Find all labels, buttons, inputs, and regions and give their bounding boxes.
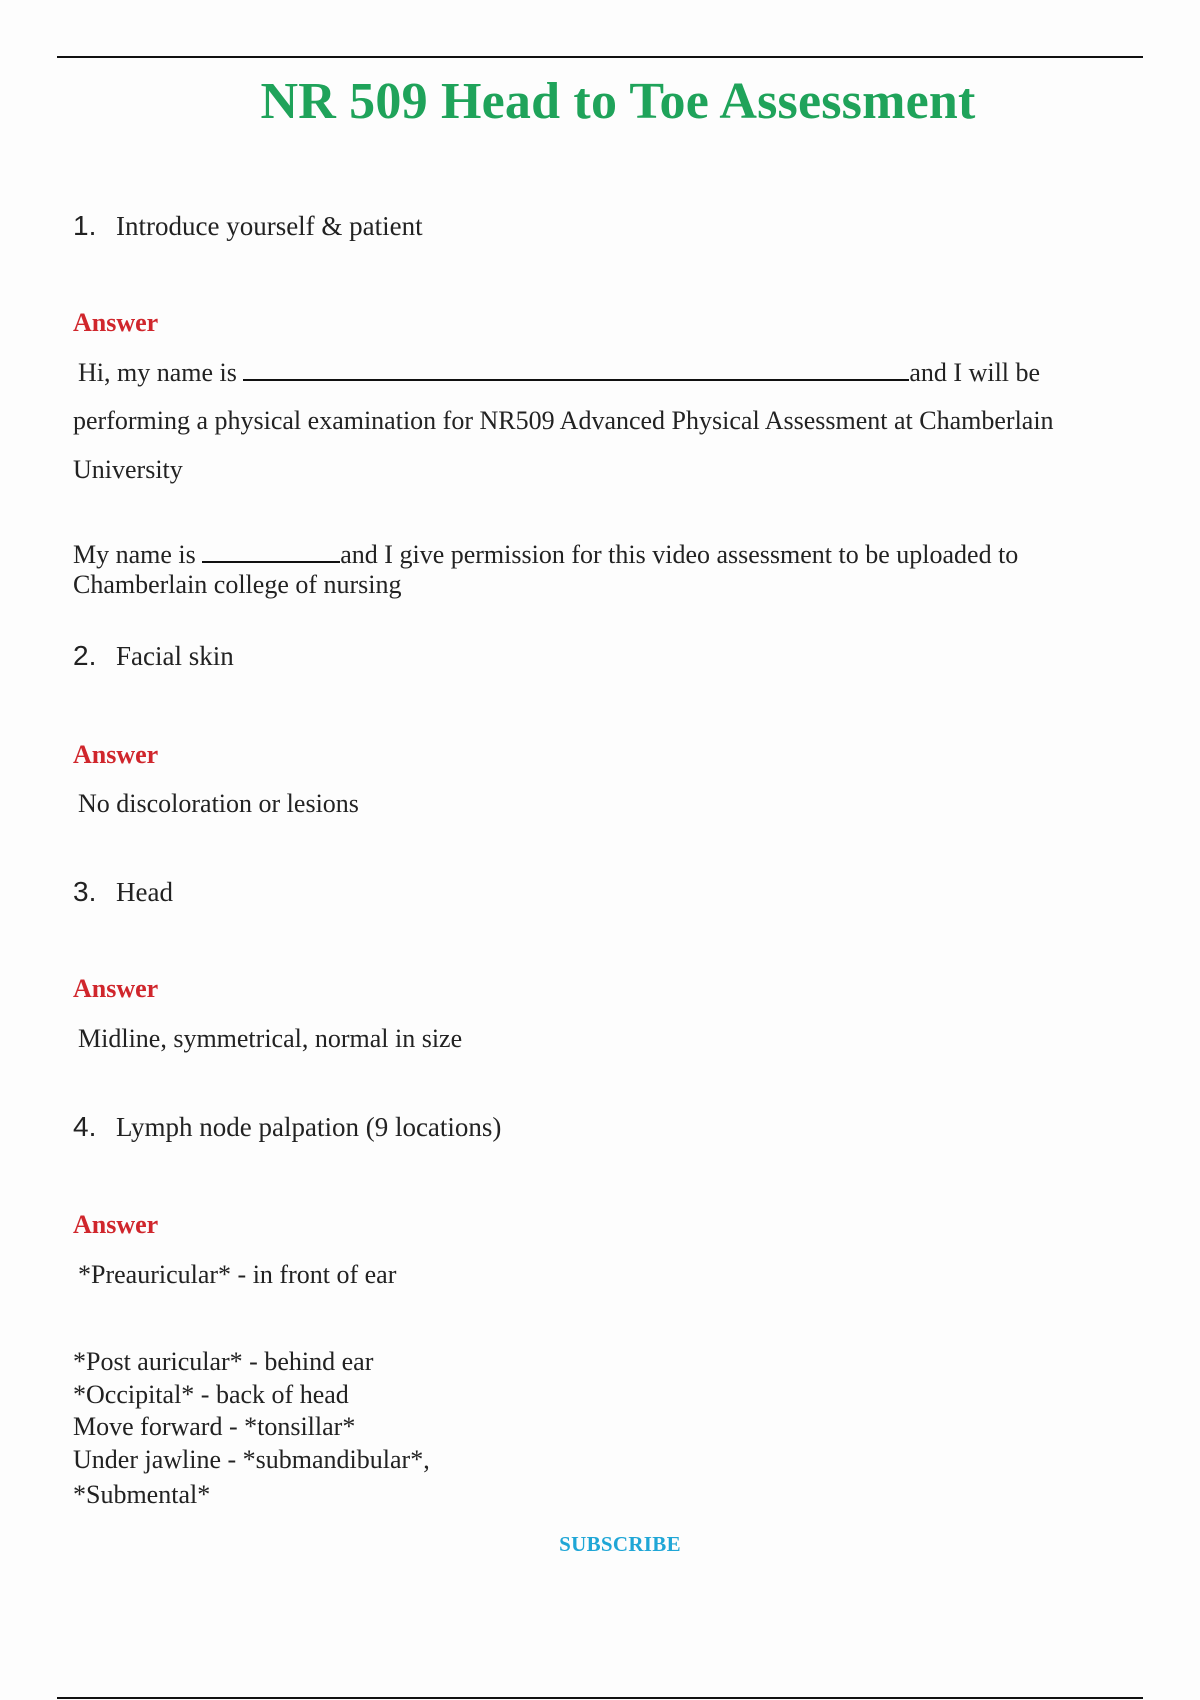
question-2 (73, 640, 234, 672)
question-number: 4. (73, 1111, 97, 1142)
question-number: 3. (73, 876, 97, 907)
bottom-rule (57, 1697, 1143, 1699)
answer-4-line-1: *Preauricular* - in front of ear (78, 1260, 397, 1289)
subscribe-link[interactable]: SUBSCRIBE (559, 1532, 681, 1556)
question-text: Lymph node palpation (9 locations) (116, 1112, 502, 1142)
answer-1-line-3: University (73, 455, 183, 484)
question-text: Introduce yourself & patient (116, 211, 423, 241)
question-3 (73, 876, 173, 908)
answer-label: Answer (73, 974, 159, 1003)
answer-label: Answer (73, 740, 159, 769)
question-number: 2. (73, 640, 97, 671)
answer-1-line-4: My name is and I give permission for this video assessment to be uploaded to (73, 540, 1019, 569)
answer-1-line-1: Hi, my name is and I will be (78, 358, 1041, 387)
answer-label: Answer (73, 1210, 159, 1239)
answer-3-text: Midline, symmetrical, normal in size (78, 1024, 463, 1053)
lymph-node-location: Under jawline - *submandibular*, (73, 1445, 430, 1474)
patient-name-blank[interactable] (202, 539, 340, 563)
lymph-node-location: *Post auricular* - behind ear (73, 1347, 374, 1376)
answer-label: Answer (73, 308, 159, 337)
question-text: Head (116, 877, 173, 907)
page-title: NR 509 Head to Toe Assessment (260, 73, 976, 130)
question-1 (73, 210, 423, 242)
question-text: Facial skin (116, 641, 234, 671)
lymph-node-location: Move forward - *tonsillar* (73, 1412, 356, 1441)
question-4 (73, 1111, 501, 1143)
lymph-node-location: *Submental* (73, 1480, 211, 1509)
question-number: 1. (73, 210, 97, 241)
answer-2-text: No discoloration or lesions (78, 789, 359, 818)
lymph-node-location: *Occipital* - back of head (73, 1380, 349, 1409)
answer-1-line-2: performing a physical examination for NR509 Advanced Physical Assessment at Chamberlain (73, 406, 1054, 435)
top-rule (57, 56, 1143, 58)
name-blank[interactable] (243, 357, 909, 381)
answer-1-line-5: Chamberlain college of nursing (73, 570, 402, 599)
